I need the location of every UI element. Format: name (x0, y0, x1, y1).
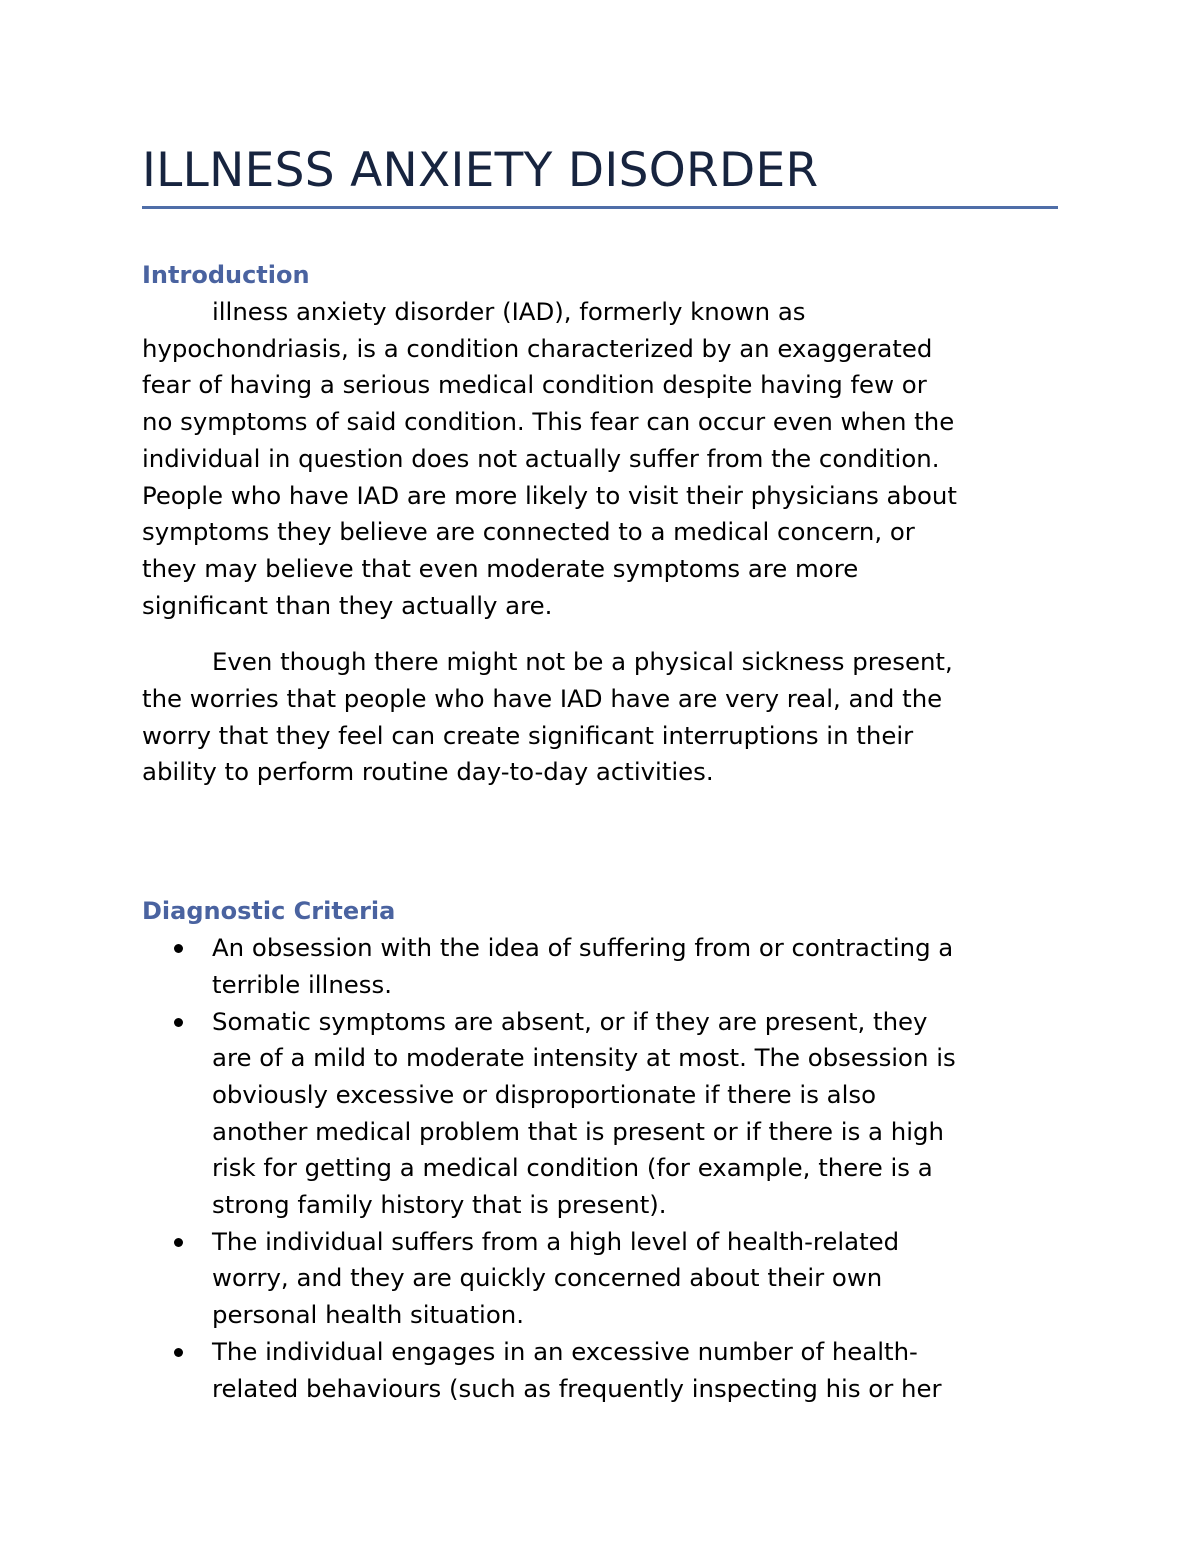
paragraph-line: no symptoms of said condition. This fear can occur even when the (142, 407, 955, 437)
bullet-icon (174, 1018, 183, 1027)
diagnostic-criteria-list (142, 930, 1060, 1407)
bullet-icon (174, 1238, 183, 1247)
document-title: ILLNESS ANXIETY DISORDER (142, 143, 819, 198)
introduction-body (142, 294, 1060, 791)
list-item (142, 1004, 1060, 1224)
list-item (142, 930, 1060, 1003)
bullet-icon (174, 1348, 183, 1357)
paragraph-line: illness anxiety disorder (IAD), formerly known as (212, 297, 806, 326)
paragraph-line: hypochondriasis, is a condition characterized by an exaggerated (142, 333, 933, 363)
list-item-line: An obsession with the idea of suffering from or contracting a (212, 933, 954, 963)
list-item-line: another medical problem that is present or if there is a high (212, 1116, 944, 1146)
list-item-line: worry, and they are quickly concerned about their own (212, 1263, 883, 1293)
bullet-icon (174, 944, 183, 953)
document-page (142, 138, 1060, 1407)
paragraph-line: individual in question does not actually suffer from the condition. (142, 443, 940, 473)
paragraph-line: ability to perform routine day-to-day activities. (142, 757, 714, 787)
paragraph-line: fear of having a serious medical condition despite having few or (142, 370, 927, 400)
introduction-heading: Introduction (142, 261, 310, 289)
paragraph-line: significant than they actually are. (142, 590, 553, 620)
paragraph-line: symptoms they believe are connected to a medical concern, or (142, 517, 915, 547)
list-item-line: personal health situation. (212, 1300, 524, 1330)
paragraph-line: they may believe that even moderate symptoms are more (142, 553, 859, 583)
list-item (142, 1224, 1060, 1334)
paragraph-line: People who have IAD are more likely to visit their physicians about (142, 480, 957, 510)
list-item-line: The individual engages in an excessive number of health- (212, 1336, 918, 1366)
intro-paragraph-2 (142, 644, 1060, 791)
list-item-line: The individual suffers from a high level of health-related (212, 1226, 900, 1256)
list-item-line: are of a mild to moderate intensity at most. The obsession is (212, 1043, 956, 1073)
paragraph-line: the worries that people who have IAD have are very real, and the (142, 684, 943, 714)
paragraph-line: Even though there might not be a physical sickness present, (212, 647, 953, 677)
list-item-line: terrible illness. (212, 969, 392, 999)
list-item-line: obviously excessive or disproportionate if there is also (212, 1079, 877, 1109)
intro-paragraph-1 (142, 294, 1060, 624)
list-item-line: Somatic symptoms are absent, or if they are present, they (212, 1006, 928, 1036)
paragraph-line: worry that they feel can create significant interruptions in their (142, 720, 914, 750)
title-underline (142, 206, 1058, 209)
list-item (142, 1334, 1060, 1407)
diagnostic-criteria-heading: Diagnostic Criteria (142, 897, 396, 926)
list-item-line: risk for getting a medical condition (for example, there is a (212, 1153, 933, 1183)
list-item-line: related behaviours (such as frequently inspecting his or her (212, 1373, 942, 1403)
list-item-line: strong family history that is present). (212, 1190, 667, 1220)
